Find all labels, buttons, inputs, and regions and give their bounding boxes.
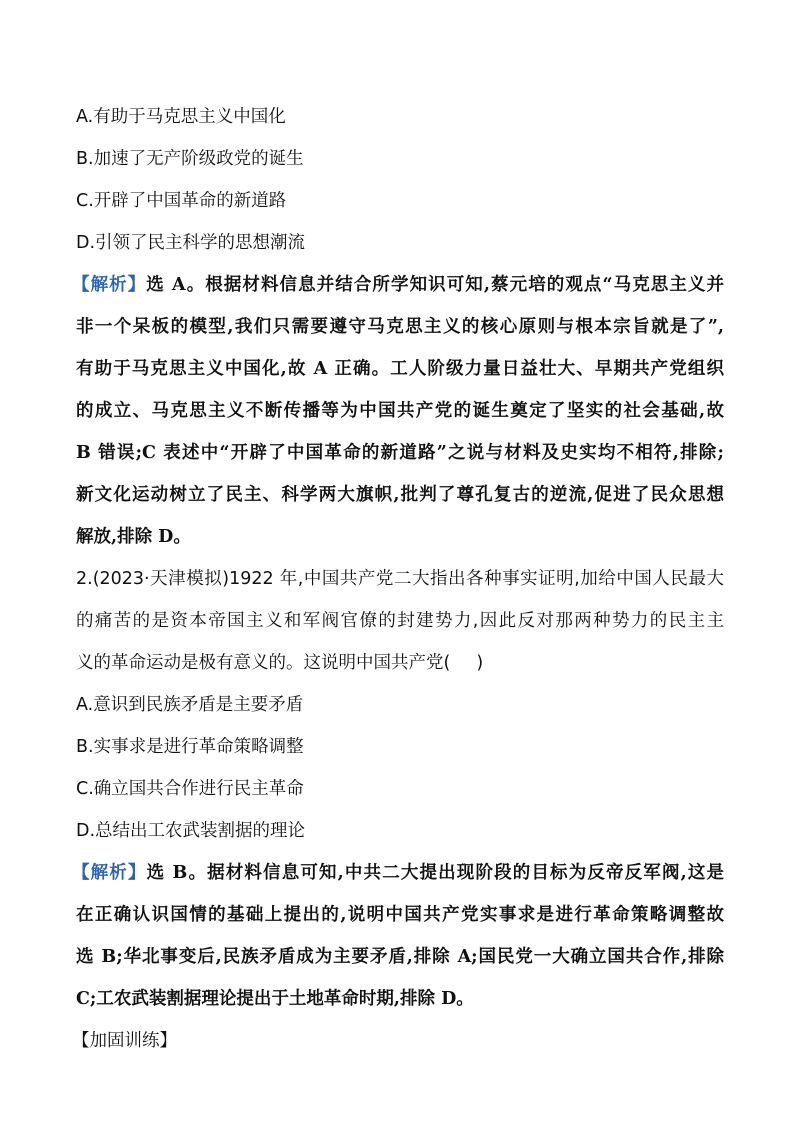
- q1-option-b: B.加速了无产阶级政党的诞生: [76, 149, 304, 169]
- q2-analysis-tag: 【解析】: [72, 863, 147, 883]
- q2-option-b: B.实事求是进行革命策略调整: [76, 737, 304, 757]
- q2-option-c: C.确立国共合作进行民主革命: [76, 779, 304, 799]
- q1-analysis-line-6: 新文化运动树立了民主、科学两大旗帜,批判了尊孔复古的逆流,促进了民众思想: [76, 485, 724, 505]
- q1-option-d: D.引领了民主科学的思想潮流: [76, 233, 306, 253]
- q2-analysis-line-1: 【解析】选 B。据材料信息可知,中共二大提出现阶段的目标为反帝反军阀,这是: [72, 863, 724, 883]
- q1-analysis-line-4: 的成立、马克思主义不断传播等为中国共产党的诞生奠定了坚实的社会基础,故: [76, 401, 724, 421]
- q1-option-a: A.有助于马克思主义中国化: [76, 107, 286, 127]
- q1-analysis-line-5: B 错误;C 表述中“开辟了中国革命的新道路”之说与材料及史实均不相符,排除;: [76, 443, 724, 463]
- q2-stem-line-1: 2.(2023·天津模拟)1922 年,中国共产党二大指出各种事实证明,加给中国人民最大: [76, 569, 724, 589]
- q2-analysis-line-4: C;工农武装割据理论提出于土地革命时期,排除 D。: [76, 989, 474, 1009]
- q1-analysis-tag: 【解析】: [72, 275, 147, 295]
- q2-analysis-line-3: 选 B;华北事变后,民族矛盾成为主要矛盾,排除 A;国民党一大确立国共合作,排除: [76, 947, 724, 967]
- q1-analysis-line-2: 非一个呆板的模型,我们只需要遵守马克思主义的核心原则与根本宗旨就是了”,: [76, 317, 724, 337]
- q2-option-d: D.总结出工农武装割据的理论: [76, 821, 306, 841]
- q2-option-a: A.意识到民族矛盾是主要矛盾: [76, 695, 304, 715]
- q1-analysis-line-1: 【解析】选 A。根据材料信息并结合所学知识可知,蔡元培的观点“马克思主义并: [72, 275, 724, 295]
- q2-stem-line-3: 义的革命运动是极有意义的。这说明中国共产党( ): [76, 653, 484, 673]
- q1-analysis-line-3: 有助于马克思主义中国化,故 A 正确。工人阶级力量日益壮大、早期共产党组织: [76, 359, 724, 379]
- q1-analysis-line-7: 解放,排除 D。: [76, 527, 191, 547]
- q2-stem-line-2: 的痛苦的是资本帝国主义和军阀官僚的封建势力,因此反对那两种势力的民主主: [76, 611, 724, 631]
- section-title: 【加固训练】: [72, 1031, 177, 1051]
- q1-option-c: C.开辟了中国革命的新道路: [76, 191, 287, 211]
- q2-analysis-line-2: 在正确认识国情的基础上提出的,说明中国共产党实事求是进行革命策略调整故: [76, 905, 724, 925]
